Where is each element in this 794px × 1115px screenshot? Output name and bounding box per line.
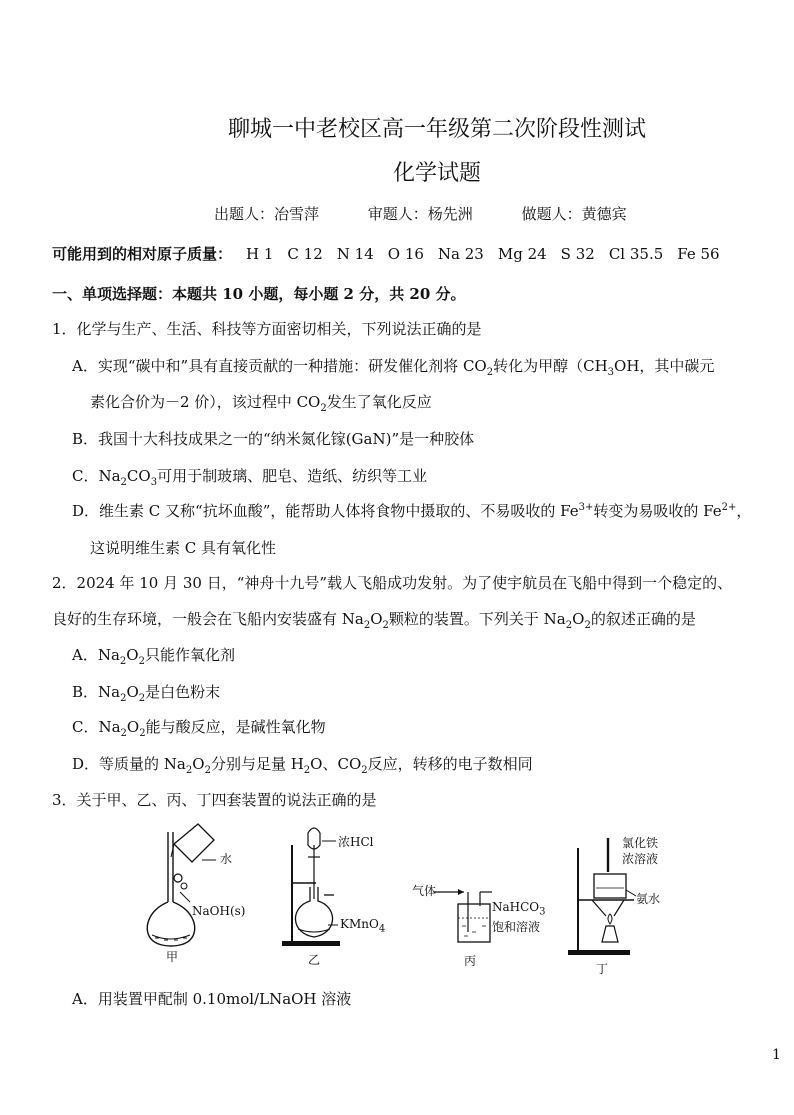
label-bing: 丙 bbox=[464, 954, 477, 968]
element-mass: H 1 bbox=[246, 245, 274, 263]
q2-option-a: A．$Na_2O_2$只能作氧化剂 bbox=[72, 646, 235, 667]
section-heading: 一、单项选择题：本题共 10 小题，每小题 2 分，共 20 分。 bbox=[52, 285, 466, 303]
label-fecl3-2: 浓溶液 bbox=[622, 852, 659, 866]
author-reviewer: 审题人：杨先洲 bbox=[367, 205, 473, 223]
author-solver: 做题人：黄德宾 bbox=[521, 205, 627, 223]
q3-stem: 3．关于甲、乙、丙、丁四套装置的说法正确的是 bbox=[52, 791, 377, 809]
label-kmno4: KMnO$_4$ bbox=[340, 917, 386, 935]
q1-option-b: B．我国十大科技成果之一的“纳米氮化镓(GaN)”是一种胶体 bbox=[72, 430, 475, 448]
page-number: 1 bbox=[772, 1047, 781, 1063]
q2-stem-1: 2．2024 年 10 月 30 日，“神舟十九号”载人飞船成功发射。为了使宇航员在飞船中得到一个稳定的、 bbox=[52, 574, 733, 592]
label-water: 水 bbox=[220, 852, 233, 866]
element-mass: N 14 bbox=[336, 245, 374, 263]
subject-title: 化学试题 bbox=[392, 161, 481, 186]
label-ammonia: 氨水 bbox=[636, 892, 661, 906]
label-gas: 气体 bbox=[412, 884, 437, 898]
element-mass: Fe 56 bbox=[677, 245, 720, 263]
q1-option-a-cont: 素化合价为－2 价），该过程中 $CO_2$发生了氧化反应 bbox=[90, 393, 432, 414]
element-mass: S 32 bbox=[560, 245, 595, 263]
label-nahco3: NaHCO$_3$ bbox=[492, 900, 546, 918]
volumetric-flask-diagram bbox=[140, 822, 260, 972]
q3-option-a: A．用装置甲配制 0.10mol/LNaOH 溶液 bbox=[72, 990, 352, 1008]
q1-option-d: D．维生素 C 又称“抗坏血酸”，能帮助人体将食物中摄取的、不易吸收的 $Fe^{3+}$转变为易吸收的 $Fe^{2+}$， bbox=[72, 502, 752, 520]
label-yi: 乙 bbox=[308, 953, 321, 967]
atomic-mass-line bbox=[52, 243, 720, 264]
label-fecl3-1: 氯化铁 bbox=[622, 836, 659, 850]
apparatus-ding bbox=[560, 830, 700, 980]
q1-option-a: A．实现“碳中和”具有直接贡献的一种措施：研发催化剂将 $CO_2$转化为甲醇（$CH_3OH$，其中碳元 bbox=[72, 357, 715, 378]
label-jia: 甲 bbox=[166, 950, 179, 964]
q2-option-c: C．$Na_2O_2$能与酸反应，是碱性氧化物 bbox=[72, 718, 326, 739]
authors-line bbox=[214, 203, 671, 224]
apparatus-yi bbox=[278, 825, 398, 975]
apparatus-bing bbox=[412, 870, 562, 970]
label-naoh: NaOH(s) bbox=[192, 904, 246, 918]
element-mass: O 16 bbox=[387, 245, 424, 263]
apparatus-jia bbox=[140, 822, 260, 972]
element-mass: C 12 bbox=[287, 245, 323, 263]
element-mass: Mg 24 bbox=[497, 245, 547, 263]
q2-option-d: D．等质量的 $Na_2O_2$分别与足量 $H_2O$、$CO_2$反应，转移的电子数相同 bbox=[72, 755, 533, 776]
element-mass: Cl 35.5 bbox=[608, 245, 664, 263]
element-mass: Na 23 bbox=[437, 245, 484, 263]
q2-stem-2: 良好的生存环境，一般会在飞船内安装盛有 $Na_2O_2$颗粒的装置。下列关于 $Na_2O_2$的叙述正确的是 bbox=[52, 610, 696, 631]
exam-title: 聊城一中老校区高一年级第二次阶段性测试 bbox=[227, 117, 646, 142]
label-ding: 丁 bbox=[596, 962, 609, 976]
q2-option-b: B．$Na_2O_2$是白色粉末 bbox=[72, 683, 221, 704]
q1-option-d-cont: 这说明维生素 C 具有氧化性 bbox=[90, 539, 277, 557]
author-setter: 出题人：冶雪萍 bbox=[214, 205, 320, 223]
label-saturated: 饱和溶液 bbox=[492, 920, 541, 934]
q1-stem: 1．化学与生产、生活、科技等方面密切相关，下列说法正确的是 bbox=[52, 320, 482, 338]
label-conc-hcl: 浓HCl bbox=[338, 835, 374, 849]
q1-option-c: C．$Na_2CO_3$可用于制玻璃、肥皂、造纸、纺织等工业 bbox=[72, 467, 428, 488]
atomic-mass-label: 可能用到的相对原子质量： bbox=[52, 245, 233, 263]
